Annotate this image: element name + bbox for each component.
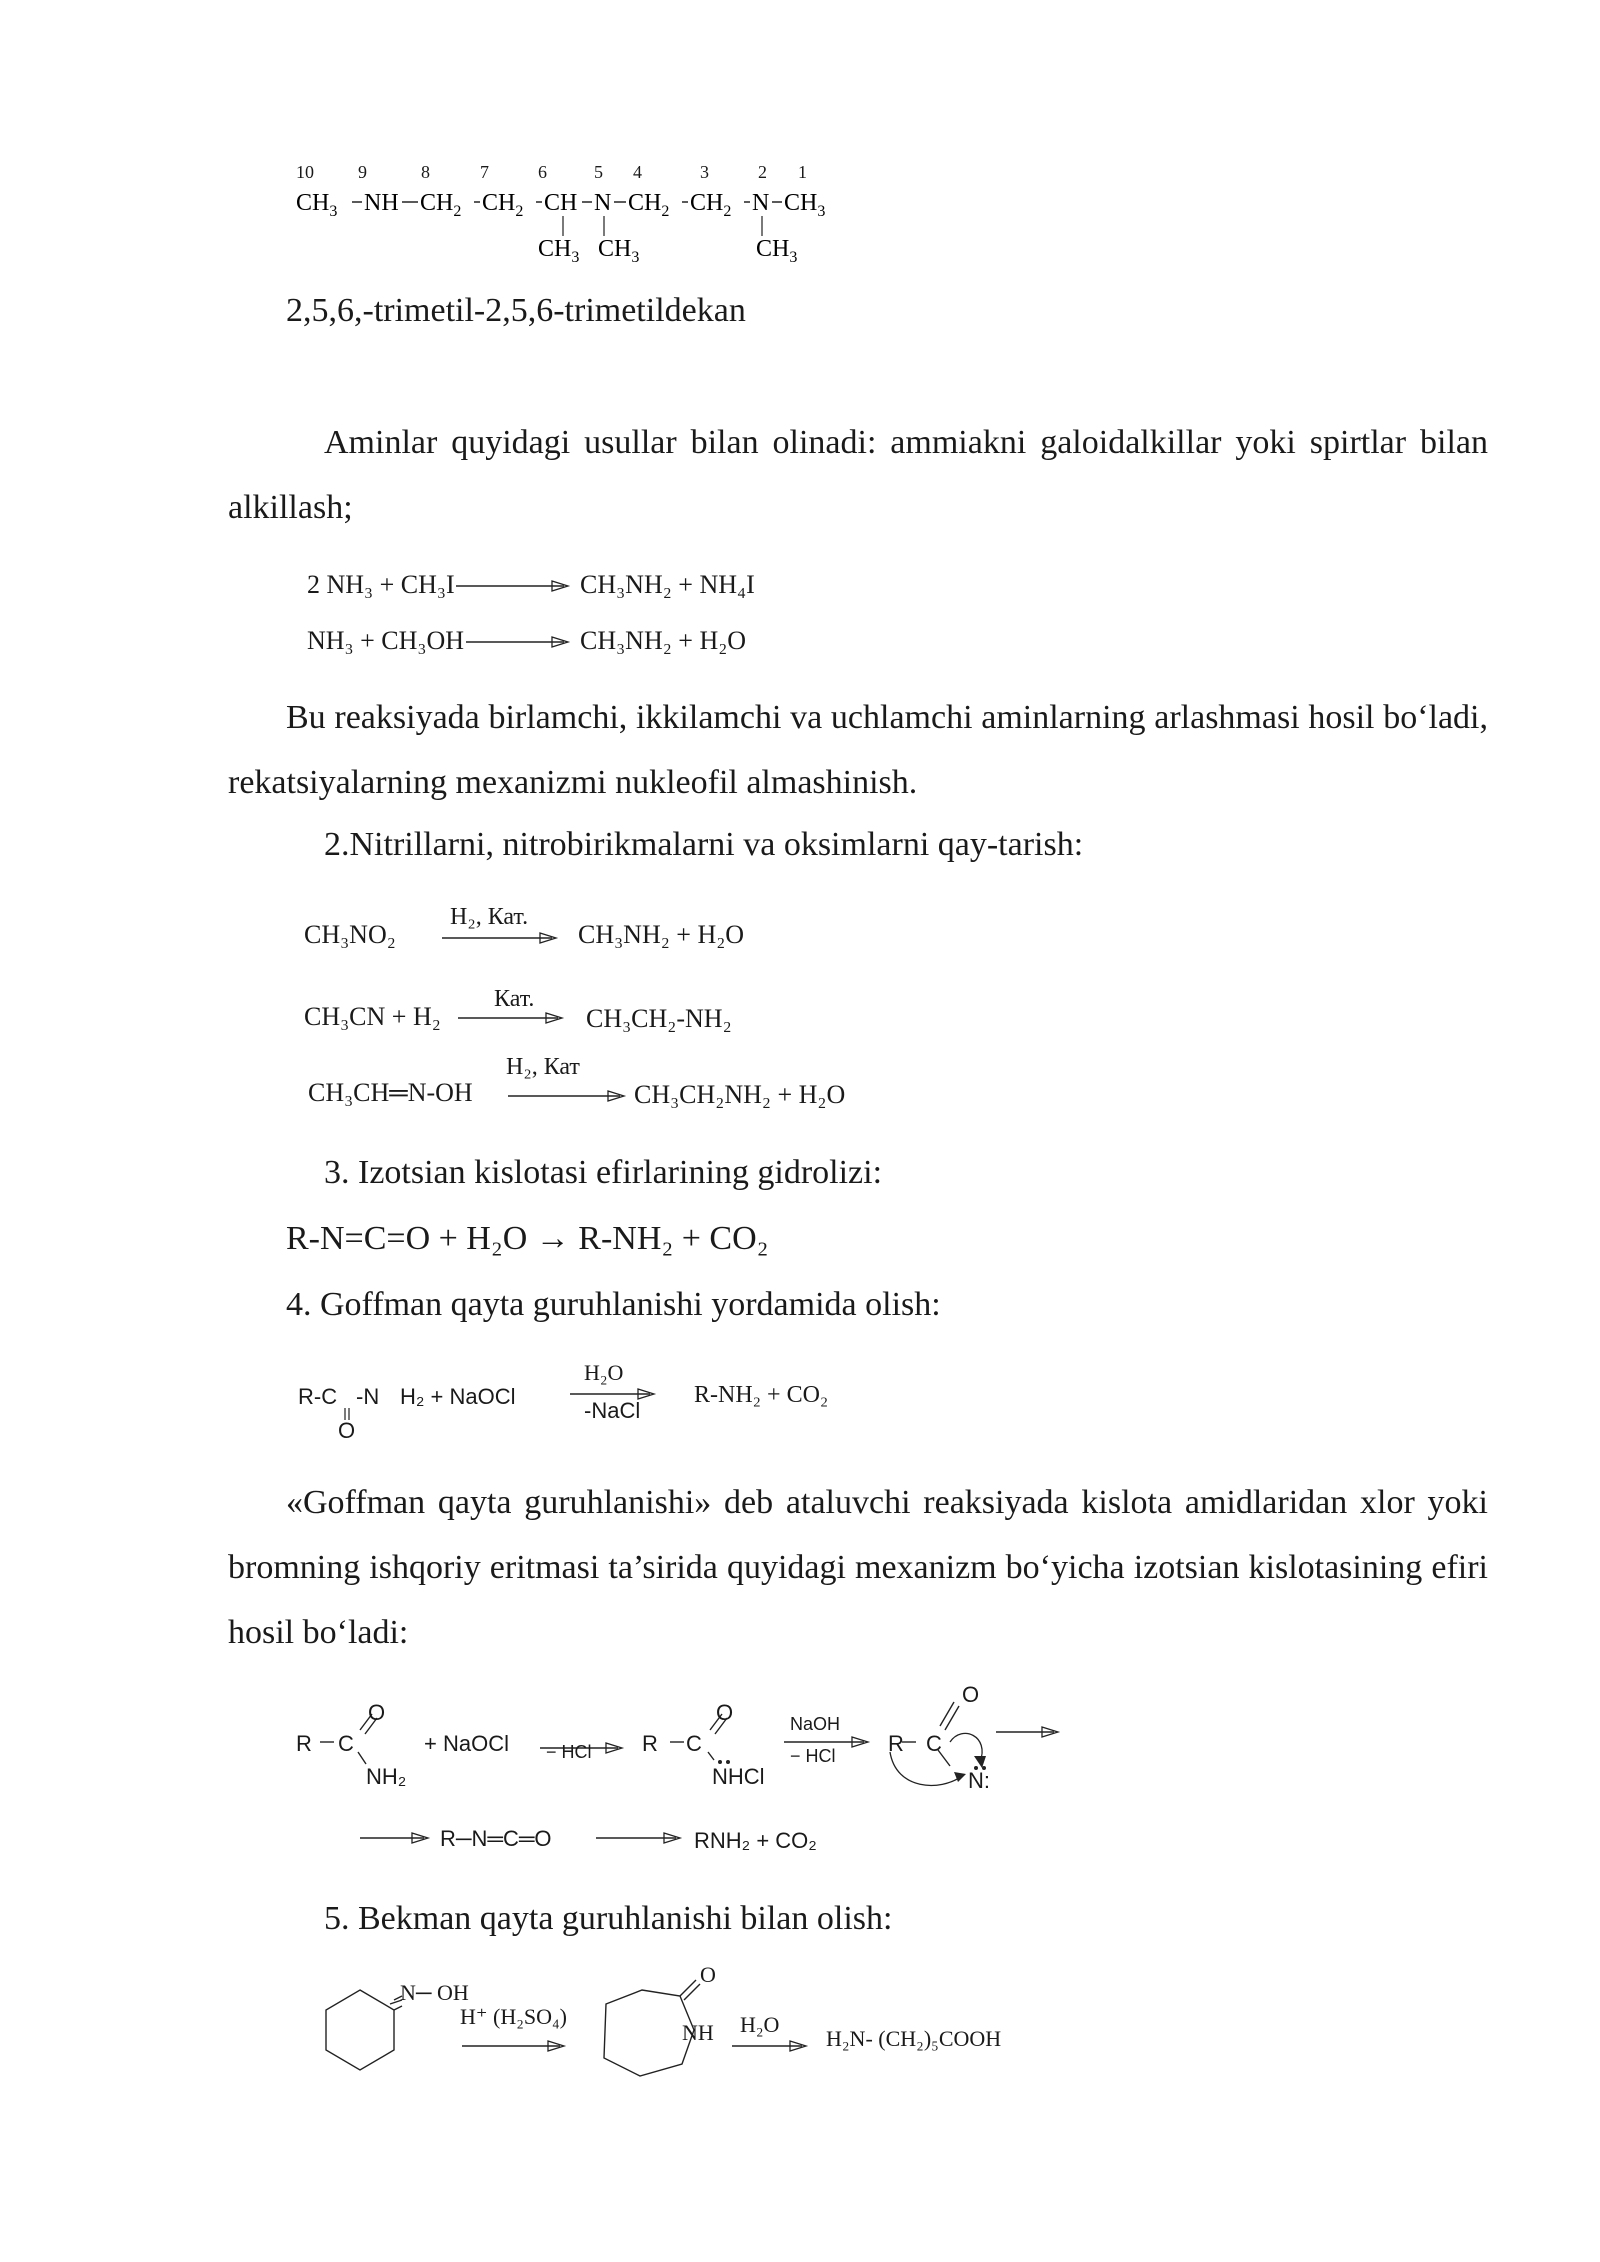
section-heading-reduction: 2.Nitrillarni, nitrobirikmalarni va oksimlarni qay-tarish: bbox=[324, 826, 1084, 863]
section-heading-beckmann: 5. Bekman qayta guruhlanishi bilan olish: bbox=[324, 1900, 893, 1937]
locant-number: 9 bbox=[358, 162, 367, 182]
reaction-arrow bbox=[466, 632, 586, 652]
reaction-condition: -NaCl bbox=[584, 1398, 641, 1423]
reaction-condition: H₂, Кат bbox=[506, 1054, 580, 1080]
reaction-arrow bbox=[456, 576, 576, 596]
locant-number: 8 bbox=[421, 162, 430, 182]
final-products: RNH₂ + CO₂ bbox=[694, 1828, 817, 1853]
locant-number: 7 bbox=[480, 162, 489, 182]
reaction-arrow bbox=[508, 1086, 638, 1106]
reaction-condition: H₂, Кат. bbox=[450, 904, 529, 930]
svg-text:CH3: $CH_3$ bbox=[784, 190, 826, 220]
paragraph-mixture: Bu reaksiyada birlamchi, ikkilamchi va uchlamchi aminlarning arlashmasi hosil bo‘ladi, rekatsiyalarning mexanizmi nukleofil almashinish. bbox=[228, 699, 1488, 801]
oxygen: O bbox=[962, 1682, 980, 1707]
equation-left: CH₃CH═N-OH bbox=[308, 1078, 473, 1107]
amide-nitrogen: -N bbox=[356, 1384, 380, 1409]
r-group: R bbox=[296, 1731, 312, 1756]
locant-number: 4 bbox=[633, 162, 642, 182]
equation-right: CH₃CH₂NH₂ + H₂O bbox=[634, 1080, 846, 1109]
carbonyl-oxygen: O bbox=[338, 1418, 356, 1443]
svg-text:CH3: $CH_3$ bbox=[756, 236, 798, 266]
oxime-group: N─ OH bbox=[400, 1980, 469, 2005]
amino-group: NH₂ bbox=[366, 1764, 407, 1789]
locant-number: 1 bbox=[798, 162, 807, 182]
equation-right: CH₃CH₂-NH₂ bbox=[586, 1004, 732, 1033]
lactam-nh: NH bbox=[682, 2020, 714, 2045]
svg-text:CH3: $CH_3$ bbox=[296, 190, 338, 220]
reaction-condition: H₂O bbox=[584, 1360, 624, 1385]
svg-text:CH2: $CH_2$ bbox=[690, 190, 732, 220]
isocyanate: R─N═C═O bbox=[440, 1826, 552, 1851]
svg-text:CH2: $CH_2$ bbox=[482, 190, 524, 220]
r-group: R bbox=[642, 1731, 658, 1756]
svg-text:N: N bbox=[752, 190, 770, 216]
section-heading-goffman: 4. Goffman qayta guruhlanishi yordamida olish: bbox=[286, 1286, 941, 1323]
reagent: + NaOCl bbox=[424, 1731, 509, 1756]
reaction-condition: Кат. bbox=[494, 986, 535, 1012]
reagent: H₂ + NaOCl bbox=[400, 1384, 516, 1409]
section-heading-hydrolysis: 3. Izotsian kislotasi efirlarining gidrolizi: bbox=[324, 1154, 883, 1191]
equation-right: R-NH₂ + CO₂ bbox=[694, 1382, 829, 1408]
svg-text:CH3: $CH_3$ bbox=[538, 236, 580, 266]
reagent: NaOH bbox=[790, 1714, 841, 1734]
leaving-group: − HCl bbox=[790, 1746, 836, 1766]
locant-number: 2 bbox=[758, 162, 767, 182]
amino-acid-product: H₂N- (CH₂)₅COOH bbox=[826, 2026, 1002, 2051]
equation-right: CH₃NH₂ + NH₄I bbox=[580, 570, 755, 599]
equation-left: NH₃ + CH₃OH bbox=[307, 626, 465, 655]
locant-number: 3 bbox=[700, 162, 709, 182]
leaving-group: − HCl bbox=[546, 1742, 592, 1762]
equation-left: 2 NH₃ + CH₃I bbox=[307, 570, 455, 599]
locant-number: 5 bbox=[594, 162, 603, 182]
equation-left: CH₃CN + H₂ bbox=[304, 1002, 441, 1031]
reaction-arrow bbox=[442, 928, 562, 948]
nitrogen-anion: N: bbox=[968, 1768, 990, 1793]
isocyanate-equation: R-N=C=O + H₂O → R-NH₂ + CO₂ bbox=[286, 1220, 769, 1257]
paragraph-goffman-mechanism: «Goffman qayta guruhlanishi» deb ataluvchi reaksiyada kislota amidlaridan xlor yoki bromning ishqoriy eritmasi ta’sirida quyidagi mexanizm bo‘yicha izotsian kislotasining efiri hosil bo‘ladi: bbox=[228, 1484, 1488, 1651]
carbon: C bbox=[338, 1731, 354, 1756]
lactam-oxygen: O bbox=[700, 1962, 716, 1987]
svg-text:CH: CH bbox=[544, 190, 578, 216]
equation-left: CH₃NO₂ bbox=[304, 920, 396, 949]
oxygen: O bbox=[716, 1700, 734, 1725]
locant-number: 10 bbox=[296, 162, 314, 182]
reaction-arrow bbox=[458, 1008, 568, 1028]
structure-bonds bbox=[290, 180, 1190, 290]
amide-acyl: R-C bbox=[298, 1384, 338, 1409]
svg-text:CH2: $CH_2$ bbox=[628, 190, 670, 220]
chloroamino-group: NHCl bbox=[712, 1764, 765, 1789]
svg-text:NH: NH bbox=[364, 190, 399, 216]
svg-text:N: N bbox=[594, 190, 612, 216]
equation-right: CH₃NH₂ + H₂O bbox=[578, 920, 745, 949]
equation-right: CH₃NH₂ + H₂O bbox=[580, 626, 747, 655]
carbon: C bbox=[926, 1731, 942, 1756]
svg-text:CH2: $CH_2$ bbox=[420, 190, 462, 220]
paragraph-alkylation: Aminlar quyidagi usullar bilan olinadi: ammiakni galoidalkillar yoki spirtlar bilan alkillash; bbox=[228, 424, 1488, 526]
carbon: C bbox=[686, 1731, 702, 1756]
r-group: R bbox=[888, 1731, 904, 1756]
oxygen: O bbox=[368, 1700, 386, 1725]
reaction-condition: H⁺ (H₂SO₄) bbox=[460, 2004, 568, 2029]
reaction-condition: H₂O bbox=[740, 2012, 780, 2037]
locant-number: 6 bbox=[538, 162, 547, 182]
compound-name: 2,5,6,-trimetil-2,5,6-trimetildekan bbox=[286, 292, 746, 329]
svg-text:CH3: $CH_3$ bbox=[598, 236, 640, 266]
